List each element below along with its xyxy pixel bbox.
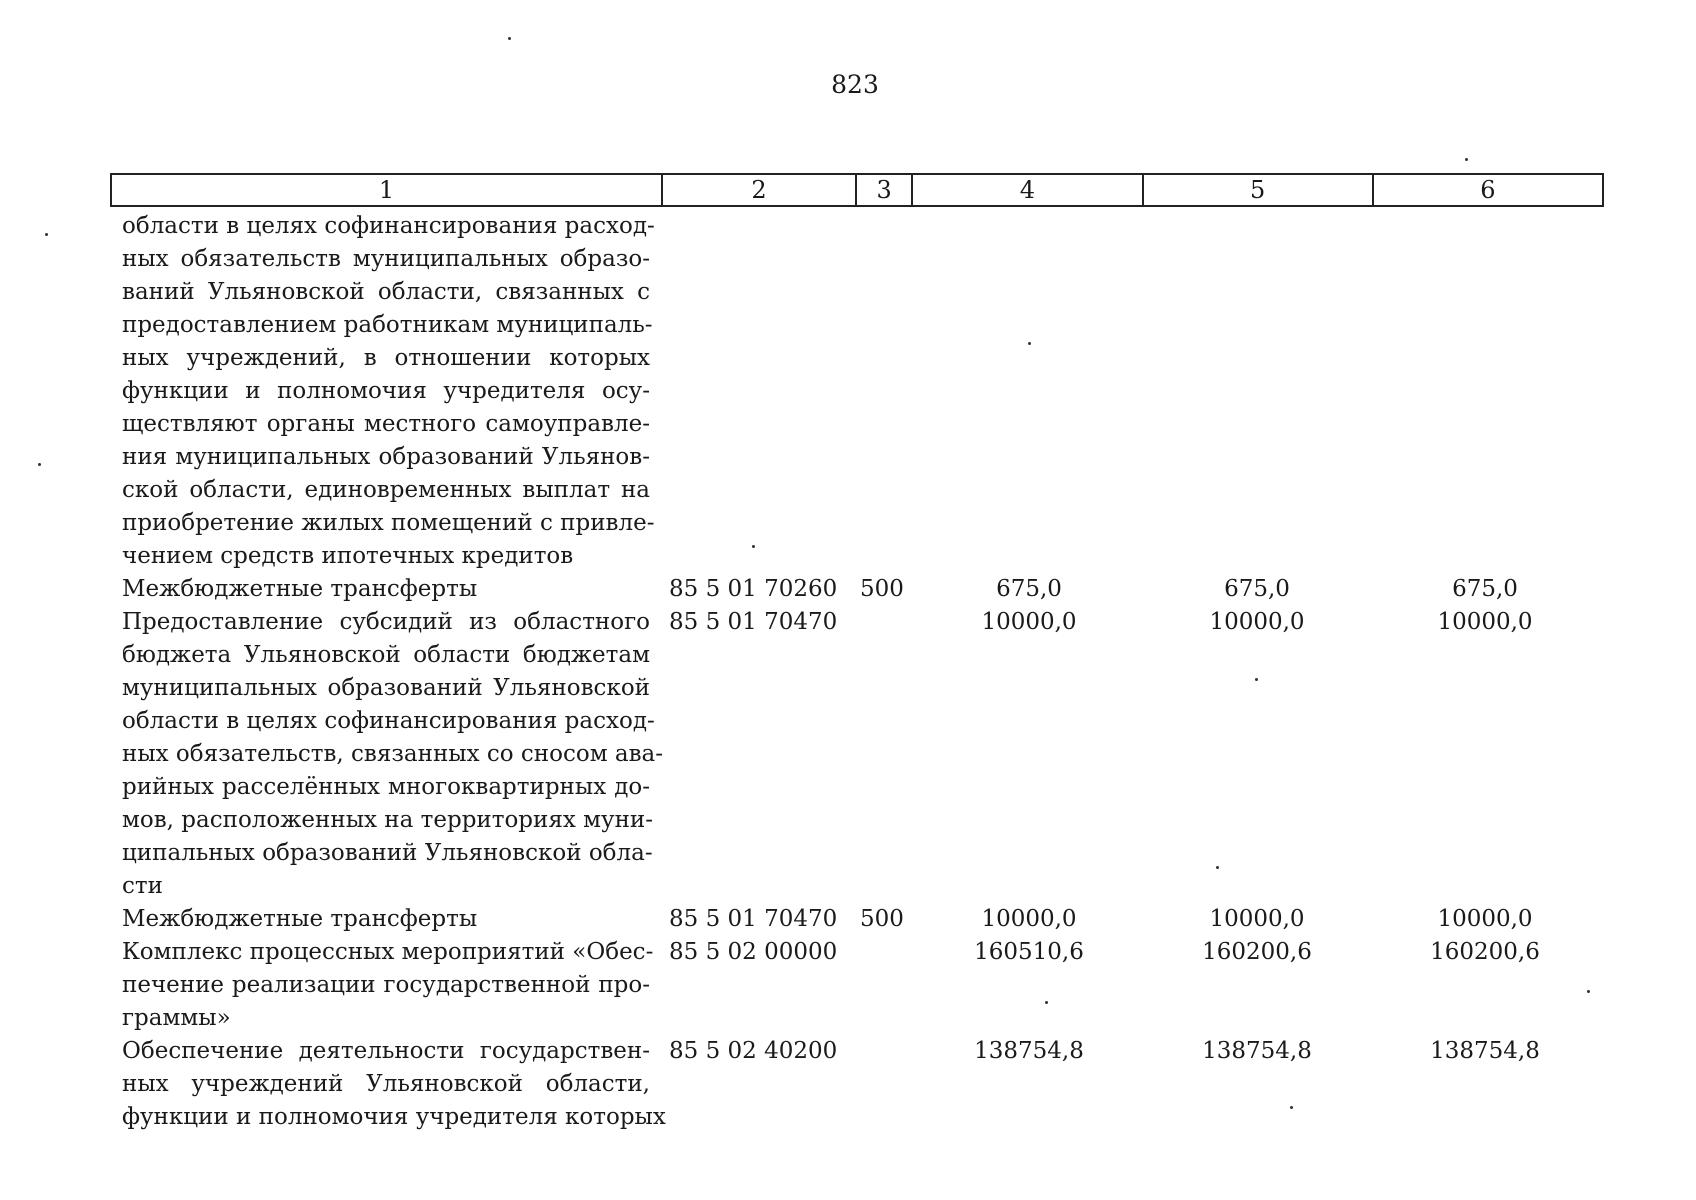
row-description bbox=[122, 210, 655, 573]
description-line: Комплекс процессных мероприятий «Обес- bbox=[122, 939, 654, 965]
description-line: ваний Ульяновской области, связанных с bbox=[122, 279, 650, 305]
description-line: функции и полномочия учредителя осу- bbox=[122, 378, 650, 404]
row-value-col-6: 675,0 bbox=[1452, 576, 1518, 602]
row-code: 85 5 01 70470 bbox=[669, 906, 838, 932]
row-value-col-4: 10000,0 bbox=[981, 609, 1077, 635]
row-code: 85 5 01 70470 bbox=[669, 609, 838, 635]
page-number: 823 bbox=[831, 70, 879, 99]
row-code: 85 5 02 40200 bbox=[669, 1038, 838, 1064]
header-col-2: 2 bbox=[662, 174, 856, 206]
row-value-col-6: 160200,6 bbox=[1430, 939, 1540, 965]
description-line: Обеспечение деятельности государствен- bbox=[122, 1038, 650, 1064]
row-value-col-4: 675,0 bbox=[996, 576, 1062, 602]
row-value-col-4: 10000,0 bbox=[981, 906, 1077, 932]
description-line: мов, расположенных на территориях муни- bbox=[122, 807, 654, 833]
description-line: области в целях софинансирования расход- bbox=[122, 708, 655, 734]
table-row bbox=[122, 573, 1602, 606]
description-line: печение реализации государственной про- bbox=[122, 972, 650, 998]
description-line: ных учреждений Ульяновской области, bbox=[122, 1071, 650, 1097]
table-row bbox=[122, 936, 1602, 1035]
description-line: Предоставление субсидий из областного bbox=[122, 609, 650, 635]
row-value-col-5: 10000,0 bbox=[1209, 609, 1305, 635]
row-description bbox=[122, 606, 664, 903]
description-line: ных обязательств муниципальных образо- bbox=[122, 246, 650, 272]
description-line: Межбюджетные трансферты bbox=[122, 906, 478, 932]
row-expense-type: 500 bbox=[860, 906, 904, 932]
row-value-col-5: 138754,8 bbox=[1202, 1038, 1312, 1064]
description-line: рийных расселённых многоквартирных до- bbox=[122, 774, 650, 800]
description-line: предоставлением работникам муниципаль- bbox=[122, 312, 653, 338]
description-line: сти bbox=[122, 873, 163, 899]
description-line: области в целях софинансирования расход- bbox=[122, 213, 655, 239]
description-line: Межбюджетные трансферты bbox=[122, 576, 478, 602]
header-col-4: 4 bbox=[912, 174, 1142, 206]
row-value-col-6: 138754,8 bbox=[1430, 1038, 1540, 1064]
row-value-col-4: 138754,8 bbox=[974, 1038, 1084, 1064]
row-description bbox=[122, 1035, 666, 1134]
header-col-3: 3 bbox=[856, 174, 912, 206]
row-value-col-5: 160200,6 bbox=[1202, 939, 1312, 965]
description-line: функции и полномочия учредителя которых bbox=[122, 1104, 666, 1130]
description-line: ской области, единовременных выплат на bbox=[122, 477, 650, 503]
row-expense-type: 500 bbox=[860, 576, 904, 602]
table-row bbox=[122, 606, 1602, 903]
row-description bbox=[122, 936, 654, 1035]
row-value-col-6: 10000,0 bbox=[1437, 609, 1533, 635]
description-line: бюджета Ульяновской области бюджетам bbox=[122, 642, 650, 668]
description-line: приобретение жилых помещений с привле- bbox=[122, 510, 655, 536]
row-description bbox=[122, 573, 650, 606]
description-line: граммы» bbox=[122, 1005, 231, 1031]
row-description bbox=[122, 903, 650, 936]
row-value-col-4: 160510,6 bbox=[974, 939, 1084, 965]
description-line: ных обязательств, связанных со сносом ава- bbox=[122, 741, 664, 767]
table-row bbox=[122, 1035, 1602, 1134]
description-line: ществляют органы местного самоуправле- bbox=[122, 411, 650, 437]
table-row bbox=[122, 903, 1602, 936]
row-code: 85 5 02 00000 bbox=[669, 939, 838, 965]
row-value-col-5: 675,0 bbox=[1224, 576, 1290, 602]
row-value-col-5: 10000,0 bbox=[1209, 906, 1305, 932]
header-col-1: 1 bbox=[111, 174, 662, 206]
row-code: 85 5 01 70260 bbox=[669, 576, 838, 602]
header-row bbox=[111, 174, 1603, 206]
row-value-col-6: 10000,0 bbox=[1437, 906, 1533, 932]
description-line: ния муниципальных образований Ульянов- bbox=[122, 444, 650, 470]
column-header-table bbox=[110, 173, 1604, 207]
description-line: ных учреждений, в отношении которых bbox=[122, 345, 650, 371]
header-col-6: 6 bbox=[1373, 174, 1603, 206]
table-row bbox=[122, 210, 1602, 573]
header-col-5: 5 bbox=[1143, 174, 1373, 206]
description-line: чением средств ипотечных кредитов bbox=[122, 543, 574, 569]
description-line: ципальных образований Ульяновской обла- bbox=[122, 840, 653, 866]
budget-table-body bbox=[122, 210, 1602, 1134]
description-line: муниципальных образований Ульяновской bbox=[122, 675, 650, 701]
